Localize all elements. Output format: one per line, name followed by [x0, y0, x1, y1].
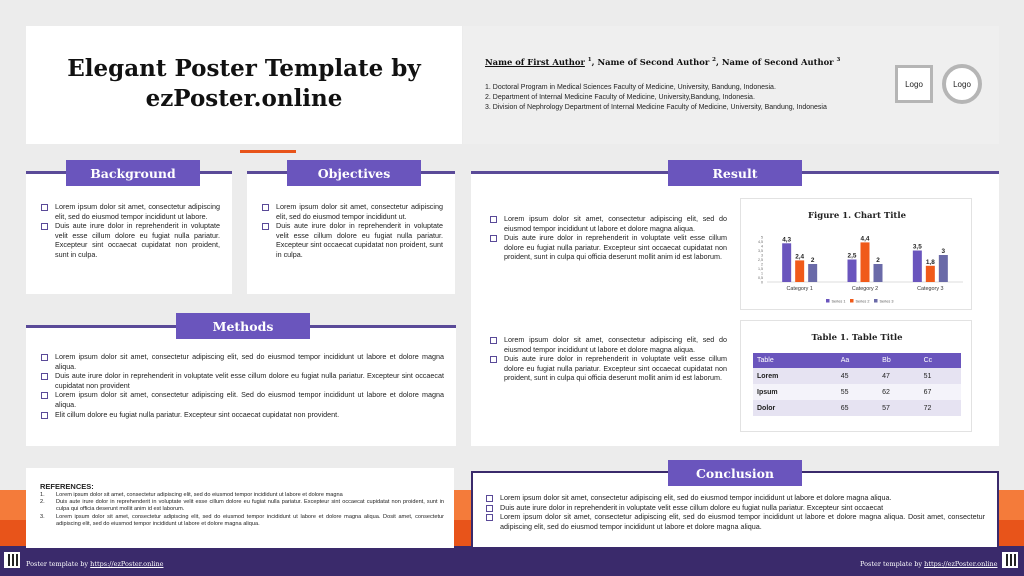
figure-card	[740, 198, 972, 310]
author-second-sup: 2	[712, 57, 716, 64]
reference-text: Lorem ipsum dolor sit amet, consectetur adipiscing elit, sed do eiusmod tempor incididunt ut labore et dolore magna aliqua. Dosit amet, consectetur adipiscing elit, sed do eiusmod tempor incididunt ut labore et dolore magna aliqua.	[56, 513, 444, 527]
author-first-sup: 1	[587, 57, 592, 64]
poster-title-panel	[26, 26, 462, 144]
footer-link[interactable]: https://ezPoster.online	[90, 560, 164, 568]
table-cell: 51	[920, 368, 961, 384]
list-item: Lorem ipsum dolor sit amet, consectetur adipiscing elit. Sed do eiusmod tempor incididunt ut labore et dolore magna aliqua.	[40, 390, 444, 409]
data-label: 4,3	[782, 236, 792, 244]
chart-bar	[782, 243, 791, 282]
y-tick-label: 4,5	[758, 240, 763, 244]
y-tick-label: 3,5	[758, 249, 763, 253]
legend-swatch	[850, 299, 854, 303]
data-label: 4,4	[860, 235, 870, 243]
chart-bar	[848, 260, 857, 283]
list-item: Duis aute irure dolor in reprehenderit in voluptate velit esse cillum dolore eu fugiat nulla pariatur. Excepteur sint occaecat	[485, 503, 985, 513]
author-third-sup: 3	[836, 57, 841, 64]
table-cell: 57	[878, 400, 919, 416]
affiliation-item: 1. Doctoral Program in Medical Sciences Faculty of Medicine, University, Bandung, Indonesia.	[485, 84, 776, 91]
table-header-cell: Cc	[920, 353, 961, 368]
footer-prefix: Poster template by	[860, 560, 925, 568]
x-tick-label: Category 1	[786, 286, 813, 292]
list-item: Lorem ipsum dolor sit amet, consectetur adipiscing elit, sed do eiusmod tempor incididunt ut labore et dolore magna aliqua.	[40, 352, 444, 371]
x-tick-label: Category 3	[917, 286, 944, 292]
list-item: Duis aute irure dolor in reprehenderit in voluptate velit esse cillum dolore eu fugiat nulla pariatur. Excepteur sint occaecat cupidatat non proident, sunt in culpa.	[40, 221, 220, 259]
result-list-1	[489, 214, 727, 262]
legend-swatch	[874, 299, 878, 303]
title-underline-accent	[240, 150, 296, 153]
footer-credit-left	[26, 560, 163, 568]
table-card	[740, 320, 972, 432]
data-label: 3	[941, 248, 946, 255]
y-tick-label: 2	[761, 262, 763, 267]
section-heading-methods: Methods	[176, 313, 310, 339]
chart-bar	[926, 266, 935, 282]
chart-bar	[861, 242, 870, 282]
poster-title-line2: ezPoster.online	[145, 85, 343, 112]
table-row	[753, 400, 961, 416]
table-header-cell: Bb	[878, 353, 919, 368]
author-first: Name of First Author	[485, 57, 585, 67]
affiliation-item: 2. Department of Internal Medicine Faculty of Medicine, University,Bandung, Indonesia.	[485, 94, 755, 101]
references-heading: REFERENCES:	[40, 482, 94, 491]
list-item: Lorem ipsum dolor sit amet, consectetur adipiscing elit, sed do eiusmod tempor incididunt ut labore et dolore magna aliqua.	[485, 493, 985, 503]
logo-square: Logo	[895, 65, 933, 103]
data-label: 2,5	[847, 252, 857, 260]
list-item: Duis aute irure dolor in reprehenderit in voluptate velit esse cillum dolore eu fugiat nulla pariatur. Excepteur sint occaecat cupidatat non proident, sunt in culpa.	[261, 221, 443, 259]
table-row-header: Ipsum	[753, 384, 837, 400]
table-cell: 55	[837, 384, 878, 400]
section-heading-background: Background	[66, 160, 200, 186]
reference-item	[40, 514, 444, 528]
table-cell: 62	[878, 384, 919, 400]
y-tick-label: 0	[761, 280, 763, 285]
footer-link[interactable]: https://ezPoster.online	[924, 560, 998, 568]
list-item: Duis aute irure dolor in reprehenderit in voluptate velit esse cillum dolore eu fugiat nulla pariatur. Excepteur sint occaecat cupidatat non provident	[40, 371, 444, 390]
reference-item	[40, 492, 444, 499]
list-item: Duis aute irure dolor in reprehenderit in voluptate velit esse cillum dolore eu fugiat nulla pariatur. Excepteur sint occaecat cupidatat non proident, sunt in culpa qui officia deserunt mollit anim id est laborum.	[489, 233, 727, 262]
footer-prefix: Poster template by	[26, 560, 91, 568]
legend-label: Series 3	[879, 299, 894, 304]
background-list	[40, 202, 220, 260]
reference-number: 3.	[40, 513, 45, 520]
reference-number: 1.	[40, 492, 45, 498]
table-header-cell: Aa	[837, 353, 878, 368]
reference-text: Lorem ipsum dolor sit amet, consectetur adipiscing elit, sed do eiusmod tempor incididunt ut labore et dolore magna	[56, 492, 343, 498]
qr-code-icon	[1002, 552, 1018, 568]
table-header-row	[753, 353, 961, 368]
reference-item	[40, 499, 444, 513]
table-cell: 45	[837, 368, 878, 384]
authors-panel	[463, 26, 999, 144]
table-row	[753, 384, 961, 400]
chart-bar	[808, 264, 817, 282]
logo-circle: Logo	[942, 64, 982, 104]
table-row	[753, 368, 961, 384]
table-row-header: Lorem	[753, 368, 837, 384]
reference-number: 2.	[40, 499, 45, 506]
list-item: Lorem ipsum dolor sit amet, consectetur adipiscing elit, sed do eiusmod tempor incididunt ut labore et dolore magna aliqua. Dosit amet, consectetur adipiscing elit, sed do eiusmod tempor incididunt ut labore et dolore magna aliqua.	[485, 512, 985, 531]
affiliation-item: 3. Division of Nephrology Department of Internal Medicine Faculty of Medicine, University, Bandung, Indonesia	[485, 104, 827, 111]
data-label: 2	[810, 257, 815, 264]
footer-credit-right	[860, 560, 997, 568]
objectives-list	[261, 202, 443, 260]
conclusion-list	[485, 493, 985, 531]
section-heading-conclusion: Conclusion	[668, 460, 802, 486]
methods-list	[40, 352, 444, 419]
y-tick-label: 1	[761, 271, 763, 276]
author-second: Name of Second Author	[597, 57, 710, 67]
list-item: Lorem ipsum dolor sit amet, consectetur adipiscing elit, sed do eiusmod tempor incididunt ut labore et dolore magna aliqua.	[489, 214, 727, 233]
author-list	[485, 57, 840, 67]
chart-bar	[939, 255, 948, 282]
table-cell: 67	[920, 384, 961, 400]
table-header-cell: Table	[753, 353, 837, 368]
chart-bar	[874, 264, 883, 282]
chart-title: Figure 1. Chart Title	[808, 211, 906, 221]
legend-label: Series 1	[831, 299, 846, 304]
references-list	[40, 492, 444, 528]
y-tick-label: 3	[761, 253, 763, 258]
list-item: Lorem ipsum dolor sit amet, consectetur adipiscing elit, sed do eiusmod tempor incididunt ut.	[261, 202, 443, 221]
author-separator: ,	[715, 57, 722, 67]
y-tick-label: 1,5	[758, 267, 763, 271]
legend-label: Series 2	[855, 299, 870, 304]
references-panel	[26, 468, 454, 548]
y-tick-label: 2,5	[758, 258, 763, 262]
data-label: 2,4	[795, 253, 805, 261]
table-row-header: Dolor	[753, 400, 837, 416]
affiliations	[485, 83, 827, 113]
poster-title-line1: Elegant Poster Template by	[67, 55, 421, 82]
table-cell: 72	[920, 400, 961, 416]
table-title: Table 1. Table Title	[811, 333, 903, 343]
data-label: 3,5	[912, 243, 922, 251]
list-item: Lorem ipsum dolor sit amet, consectetur adipiscing elit, sed do eiusmod tempor incididunt ut labore.	[40, 202, 220, 221]
background-card	[26, 172, 232, 294]
methods-card	[26, 326, 456, 446]
objectives-card	[247, 172, 455, 294]
list-item: Elit cillum dolore eu fugiat nulla pariatur. Excepteur sint occaecat cupidatat non provident.	[40, 410, 444, 420]
y-tick-label: 4	[761, 244, 763, 249]
qr-code-icon	[4, 552, 20, 568]
table-cell: 47	[878, 368, 919, 384]
section-heading-objectives: Objectives	[287, 160, 421, 186]
x-tick-label: Category 2	[851, 286, 879, 292]
chart-bar	[795, 260, 804, 282]
chart-bar	[913, 251, 922, 283]
table-cell: 65	[837, 400, 878, 416]
bar-chart	[741, 199, 973, 311]
data-table	[753, 353, 961, 416]
result-list-2	[489, 335, 727, 383]
y-tick-label: 0,5	[758, 276, 763, 280]
poster-title	[26, 54, 462, 114]
reference-text: Duis aute irure dolor in reprehenderit in voluptate velit esse cillum dolore eu fugiat nulla pariatur. Excepteur sint occaecat cupidatat non proident, sunt in culpa qui officia deserunt mollit anim id est laborum.	[56, 499, 444, 513]
y-tick-label: 5	[761, 235, 763, 240]
author-third: Name of Second Author	[721, 57, 834, 67]
list-item: Lorem ipsum dolor sit amet, consectetur adipiscing elit, sed do eiusmod tempor incididunt ut labore et dolore magna aliqua.	[489, 335, 727, 354]
data-label: 1,8	[925, 258, 935, 266]
list-item: Duis aute irure dolor in reprehenderit in voluptate velit esse cillum dolore eu fugiat nulla pariatur. Excepteur sint occaecat cupidatat non proident, sunt in culpa qui officia deserunt mollit anim id est laborum.	[489, 354, 727, 383]
author-separator: ,	[591, 57, 598, 67]
section-heading-result: Result	[668, 160, 802, 186]
legend-swatch	[826, 299, 830, 303]
data-label: 2	[876, 257, 880, 264]
